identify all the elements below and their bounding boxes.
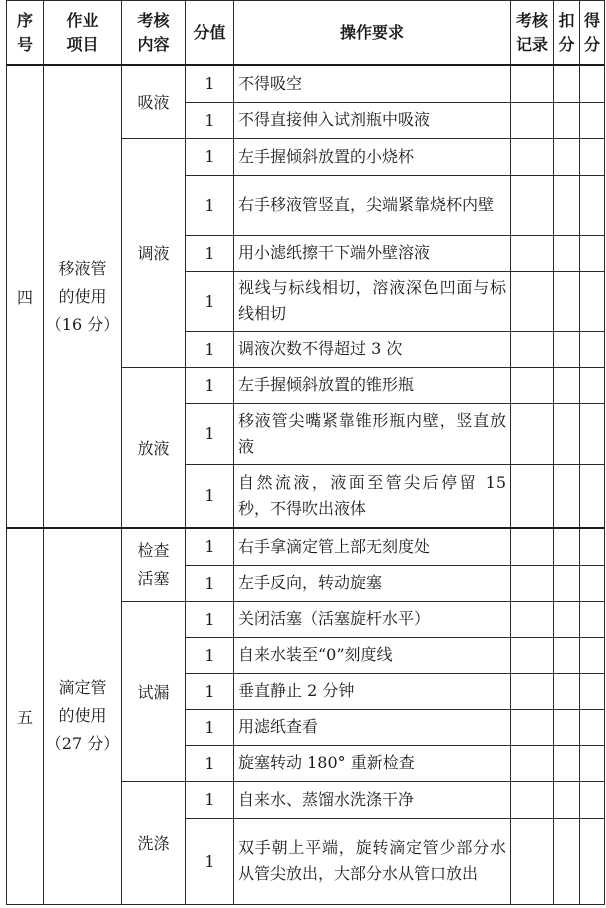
deduct-cell[interactable] xyxy=(554,271,580,331)
record-cell[interactable] xyxy=(511,367,554,403)
deduct-cell[interactable] xyxy=(554,102,580,138)
deduct-cell[interactable] xyxy=(554,464,580,528)
requirement-cell: 移液管尖嘴紧靠锥形瓶内壁，竖直放液 xyxy=(234,403,511,464)
record-cell[interactable] xyxy=(511,565,554,601)
gain-cell[interactable] xyxy=(580,464,605,528)
score-cell: 1 xyxy=(186,781,234,818)
record-cell[interactable] xyxy=(511,175,554,235)
requirement-cell: 旋塞转动 180° 重新检查 xyxy=(234,745,511,781)
requirement-cell: 右手移液管竖直，尖端紧靠烧杯内壁 xyxy=(234,175,511,235)
group-content: 吸液 xyxy=(122,65,186,138)
gain-cell[interactable] xyxy=(580,175,605,235)
deduct-cell[interactable] xyxy=(554,403,580,464)
group-content: 放液 xyxy=(122,367,186,528)
record-cell[interactable] xyxy=(511,673,554,709)
score-cell: 1 xyxy=(186,403,234,464)
gain-cell[interactable] xyxy=(580,601,605,637)
group-content: 洗涤 xyxy=(122,781,186,904)
score-cell: 1 xyxy=(186,673,234,709)
deduct-cell[interactable] xyxy=(554,781,580,818)
section-seq: 五 xyxy=(7,528,44,904)
score-cell: 1 xyxy=(186,565,234,601)
requirement-cell: 不得吸空 xyxy=(234,65,511,102)
requirement-cell: 用小滤纸擦干下端外壁溶液 xyxy=(234,235,511,271)
score-cell: 1 xyxy=(186,235,234,271)
record-cell[interactable] xyxy=(511,637,554,673)
score-cell: 1 xyxy=(186,637,234,673)
requirement-cell: 右手拿滴定管上部无刻度处 xyxy=(234,528,511,565)
deduct-cell[interactable] xyxy=(554,673,580,709)
gain-cell[interactable] xyxy=(580,235,605,271)
group-content: 调液 xyxy=(122,138,186,367)
deduct-cell[interactable] xyxy=(554,367,580,403)
table-row xyxy=(7,528,605,565)
header-score: 分值 xyxy=(186,1,234,66)
record-cell[interactable] xyxy=(511,781,554,818)
record-cell[interactable] xyxy=(511,601,554,637)
gain-cell[interactable] xyxy=(580,528,605,565)
requirement-cell: 调液次数不得超过 3 次 xyxy=(234,331,511,367)
gain-cell[interactable] xyxy=(580,331,605,367)
gain-cell[interactable] xyxy=(580,745,605,781)
gain-cell[interactable] xyxy=(580,102,605,138)
gain-cell[interactable] xyxy=(580,403,605,464)
header-row xyxy=(7,1,605,66)
requirement-cell: 不得直接伸入试剂瓶中吸液 xyxy=(234,102,511,138)
deduct-cell[interactable] xyxy=(554,528,580,565)
deduct-cell[interactable] xyxy=(554,175,580,235)
header-content: 考核 内容 xyxy=(122,1,186,66)
score-cell: 1 xyxy=(186,102,234,138)
score-cell: 1 xyxy=(186,528,234,565)
deduct-cell[interactable] xyxy=(554,235,580,271)
deduct-cell[interactable] xyxy=(554,331,580,367)
requirement-cell: 用滤纸查看 xyxy=(234,709,511,745)
score-cell: 1 xyxy=(186,65,234,102)
gain-cell[interactable] xyxy=(580,673,605,709)
gain-cell[interactable] xyxy=(580,637,605,673)
deduct-cell[interactable] xyxy=(554,565,580,601)
score-cell: 1 xyxy=(186,745,234,781)
record-cell[interactable] xyxy=(511,464,554,528)
header-requirement: 操作要求 xyxy=(234,1,511,66)
header-deduct: 扣 分 xyxy=(554,1,580,66)
gain-cell[interactable] xyxy=(580,818,605,904)
requirement-cell: 自来水装至“0”刻度线 xyxy=(234,637,511,673)
record-cell[interactable] xyxy=(511,235,554,271)
gain-cell[interactable] xyxy=(580,138,605,175)
score-cell: 1 xyxy=(186,331,234,367)
deduct-cell[interactable] xyxy=(554,709,580,745)
deduct-cell[interactable] xyxy=(554,745,580,781)
gain-cell[interactable] xyxy=(580,271,605,331)
section-item: 滴定管 的使用 （27 分） xyxy=(44,528,122,904)
deduct-cell[interactable] xyxy=(554,138,580,175)
gain-cell[interactable] xyxy=(580,367,605,403)
requirement-cell: 左手握倾斜放置的锥形瓶 xyxy=(234,367,511,403)
grading-table xyxy=(6,0,605,905)
deduct-cell[interactable] xyxy=(554,601,580,637)
gain-cell[interactable] xyxy=(580,65,605,102)
header-seq: 序 号 xyxy=(7,1,44,66)
requirement-cell: 双手朝上平端，旋转滴定管少部分水从管尖放出，大部分水从管口放出 xyxy=(234,818,511,904)
record-cell[interactable] xyxy=(511,528,554,565)
requirement-cell: 左手握倾斜放置的小烧杯 xyxy=(234,138,511,175)
gain-cell[interactable] xyxy=(580,709,605,745)
requirement-cell: 视线与标线相切，溶液深色凹面与标线相切 xyxy=(234,271,511,331)
record-cell[interactable] xyxy=(511,818,554,904)
record-cell[interactable] xyxy=(511,138,554,175)
requirement-cell: 垂直静止 2 分钟 xyxy=(234,673,511,709)
score-cell: 1 xyxy=(186,175,234,235)
header-item: 作业 项目 xyxy=(44,1,122,66)
record-cell[interactable] xyxy=(511,709,554,745)
group-content: 试漏 xyxy=(122,601,186,781)
requirement-cell: 关闭活塞（活塞旋杆水平） xyxy=(234,601,511,637)
record-cell[interactable] xyxy=(511,271,554,331)
header-gain: 得 分 xyxy=(580,1,605,66)
score-cell: 1 xyxy=(186,818,234,904)
score-cell: 1 xyxy=(186,709,234,745)
score-cell: 1 xyxy=(186,138,234,175)
record-cell[interactable] xyxy=(511,102,554,138)
record-cell[interactable] xyxy=(511,65,554,102)
record-cell[interactable] xyxy=(511,331,554,367)
score-cell: 1 xyxy=(186,367,234,403)
score-cell: 1 xyxy=(186,601,234,637)
section-seq: 四 xyxy=(7,65,44,528)
deduct-cell[interactable] xyxy=(554,65,580,102)
group-content: 检查 活塞 xyxy=(122,528,186,601)
requirement-cell: 自然流液，液面至管尖后停留 15 秒，不得吹出液体 xyxy=(234,464,511,528)
requirement-cell: 左手反向，转动旋塞 xyxy=(234,565,511,601)
record-cell[interactable] xyxy=(511,745,554,781)
gain-cell[interactable] xyxy=(580,565,605,601)
deduct-cell[interactable] xyxy=(554,637,580,673)
requirement-cell: 自来水、蒸馏水洗涤干净 xyxy=(234,781,511,818)
table-row xyxy=(7,65,605,102)
score-cell: 1 xyxy=(186,271,234,331)
section-item: 移液管 的使用 （16 分） xyxy=(44,65,122,528)
record-cell[interactable] xyxy=(511,403,554,464)
header-record: 考核 记录 xyxy=(511,1,554,66)
score-cell: 1 xyxy=(186,464,234,528)
deduct-cell[interactable] xyxy=(554,818,580,904)
gain-cell[interactable] xyxy=(580,781,605,818)
